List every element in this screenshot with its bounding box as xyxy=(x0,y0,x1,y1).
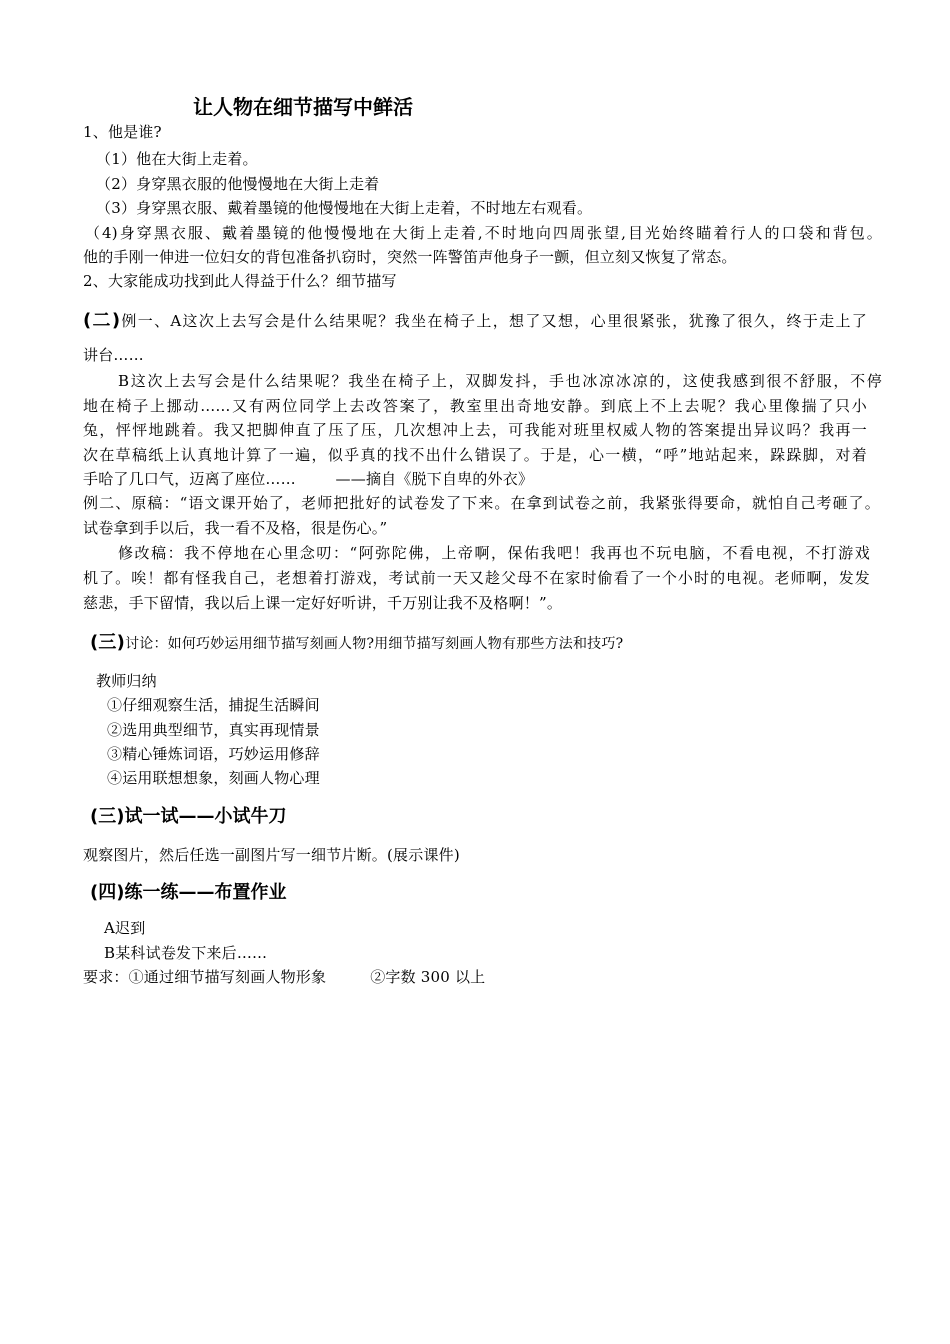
tip-4: ④运用联想想象，刻画人物心理 xyxy=(107,769,320,787)
tip-2: ②选用典型细节，真实再现情景 xyxy=(107,721,320,739)
requirement-2: ②字数 300 以上 xyxy=(370,968,486,986)
homework-b: B某科试卷发下来后…… xyxy=(104,944,268,962)
sentence-1: （1）他在大街上走着。 xyxy=(96,150,258,168)
section-try-title: (三)试一试——小试牛刀 xyxy=(90,806,287,827)
example-1a-text: 例一、A这次上去写会是什么结果呢？我坐在椅子上，想了又想，心里很紧张，犹豫了很久，终于走上了 xyxy=(120,312,867,330)
requirements xyxy=(83,967,883,987)
sentence-4-line-2: 他的手刚一伸进一位妇女的背包准备扒窃时，突然一阵警笛声他身子一颤，但立刻又恢复了常态。 xyxy=(83,248,737,266)
section-homework-title: (四)练一练——布置作业 xyxy=(90,882,287,903)
example-1b-line-2: 地在椅子上挪动……又有两位同学上去改答案了，教室里出奇地安静。到底上不上去呢？我心里像揣了只小 xyxy=(83,397,867,415)
example-1b-line-4: 次在草稿纸上认真地计算了一遍，似乎真的找不出什么错误了。于是，心一横，“呼”地站起来，跺跺脚，对着 xyxy=(83,446,867,464)
revised-line-2: 机了。唉！都有怪我自己，老想着打游戏，考试前一天又趁父母不在家时偷看了一个小时的电视。老师啊，发发 xyxy=(83,569,870,587)
example-1a-line-1 xyxy=(83,311,867,331)
tip-3: ③精心锤炼词语，巧妙运用修辞 xyxy=(107,745,320,763)
requirement-1: ①通过细节描写刻画人物形象 xyxy=(128,968,327,986)
example-1b-line-1: B这次上去写会是什么结果呢？我坐在椅子上，双脚发抖，手也冰凉冰凉的，这使我感到很不舒服，不停 xyxy=(118,372,882,390)
example-1a-line-2: 讲台…… xyxy=(83,346,144,364)
discussion-line xyxy=(90,633,890,654)
sentence-3: （3）身穿黑衣服、戴着墨镜的他慢慢地在大街上走着，不时地左右观看。 xyxy=(96,199,593,217)
requirements-label: 要求： xyxy=(83,968,129,986)
question-2: 2、大家能成功找到此人得益于什么？细节描写 xyxy=(83,272,397,290)
example-1b-line-5: 手哈了几口气，迈离了座位…… ——摘自《脱下自卑的外衣》 xyxy=(83,470,534,488)
example-2-line-1: 例二、原稿：“语文课开始了，老师把批好的试卷发了下来。在拿到试卷之前，我紧张得要命，就怕自己考砸了。 xyxy=(83,494,880,512)
example-2-line-2: 试卷拿到手以后，我一看不及格，很是伤心。” xyxy=(83,519,388,537)
tip-1: ①仔细观察生活，捕捉生活瞬间 xyxy=(107,696,320,714)
discussion-text: 讨论：如何巧妙运用细节描写刻画人物?用细节描写刻画人物有那些方法和技巧? xyxy=(125,636,624,652)
question-1: 1、他是谁? xyxy=(83,123,162,141)
revised-line-3: 慈悲，手下留情，我以后上课一定好好听讲，千万别让我不及格啊！”。 xyxy=(83,594,563,612)
homework-a: A迟到 xyxy=(104,919,146,937)
section-3-label: (三) xyxy=(90,632,126,653)
section-try-text: 观察图片，然后任选一副图片写一细节片断。(展示课件) xyxy=(83,846,460,864)
page-title: 让人物在细节描写中鲜活 xyxy=(193,95,413,119)
section-2-label: (二) xyxy=(83,310,121,331)
summary-title: 教师归纳 xyxy=(96,672,157,690)
sentence-2: （2）身穿黑衣服的他慢慢地在大街上走着 xyxy=(96,175,380,193)
revised-line-1: 修改稿：我不停地在心里念叨：“阿弥陀佛，上帝啊，保佑我吧！我再也不玩电脑，不看电视，不打游戏 xyxy=(118,544,870,562)
example-1b-line-3: 兔，怦怦地跳着。我又把脚伸直了压了压，几次想冲上去，可我能对班里权威人物的答案提出异议吗？我再一 xyxy=(83,421,867,439)
sentence-4-line-1: （4)身穿黑衣服、戴着墨镜的他慢慢地在大街上走着,不时地向四周张望,目光始终瞄着行人的口袋和背包。 xyxy=(85,224,882,242)
